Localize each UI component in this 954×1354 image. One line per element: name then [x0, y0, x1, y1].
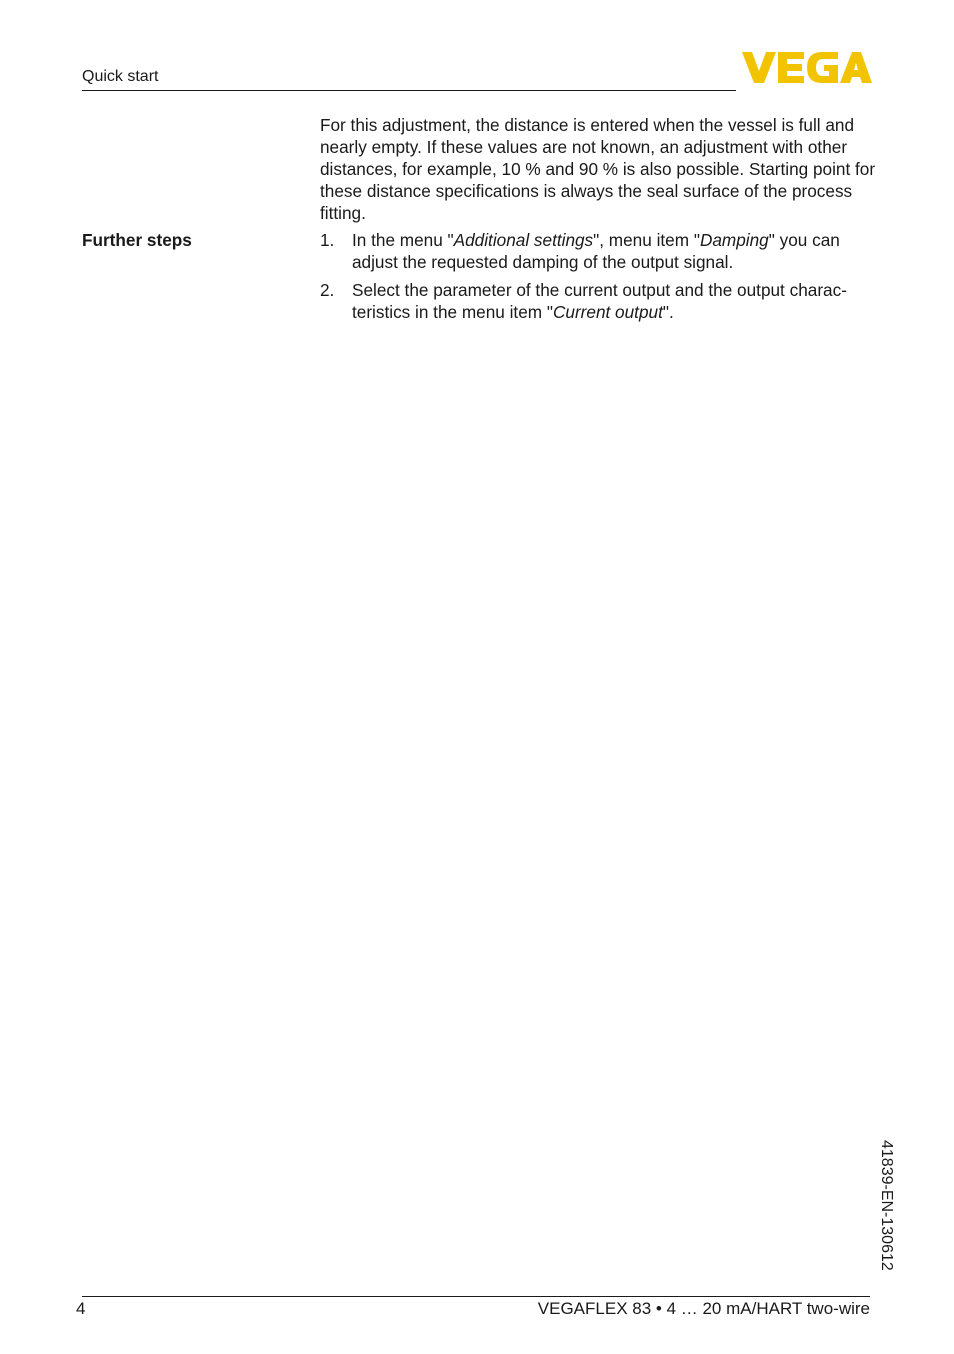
document-number: 41839-EN-130612	[878, 1140, 895, 1271]
vega-logo	[742, 52, 872, 83]
text-run: ", menu item "	[593, 230, 700, 250]
menu-item-damping: Damping	[699, 230, 769, 250]
header-divider	[82, 90, 736, 91]
page-number: 4	[76, 1299, 86, 1318]
list-item	[320, 279, 880, 323]
running-header-title: Quick start	[82, 68, 159, 85]
footer-product-name: VEGAFLEX 83 • 4 … 20 mA/HART two-wire	[537, 1299, 870, 1318]
text-run: Select the parameter of the current output and the output characteristics in the menu item "	[352, 280, 847, 322]
list-item-text	[352, 280, 847, 322]
intro-paragraph: For this adjustment, the distance is entered when the vessel is full and nearly empty. If these values are not known, an adjustment with other distances, for example, 10 % and 90 % is also possible. Starting point for these distance specifications is always the seal surface of the process fitting.	[320, 115, 876, 223]
vega-logo-mark	[742, 52, 872, 83]
menu-name-additional-settings: Additional settings	[453, 230, 594, 250]
list-item-number: 2.	[320, 280, 335, 300]
text-run: ".	[662, 302, 674, 322]
text-run: " you can adjust the requested damping of the output signal.	[352, 230, 840, 272]
text-run: In the menu "	[352, 230, 454, 250]
list-item-number: 1.	[320, 230, 335, 250]
further-steps-list	[320, 229, 880, 329]
list-item	[320, 229, 880, 273]
footer-divider	[82, 1296, 870, 1297]
further-steps-heading: Further steps	[82, 230, 192, 250]
list-item-text	[352, 230, 840, 272]
menu-item-current-output: Current output	[552, 302, 663, 322]
